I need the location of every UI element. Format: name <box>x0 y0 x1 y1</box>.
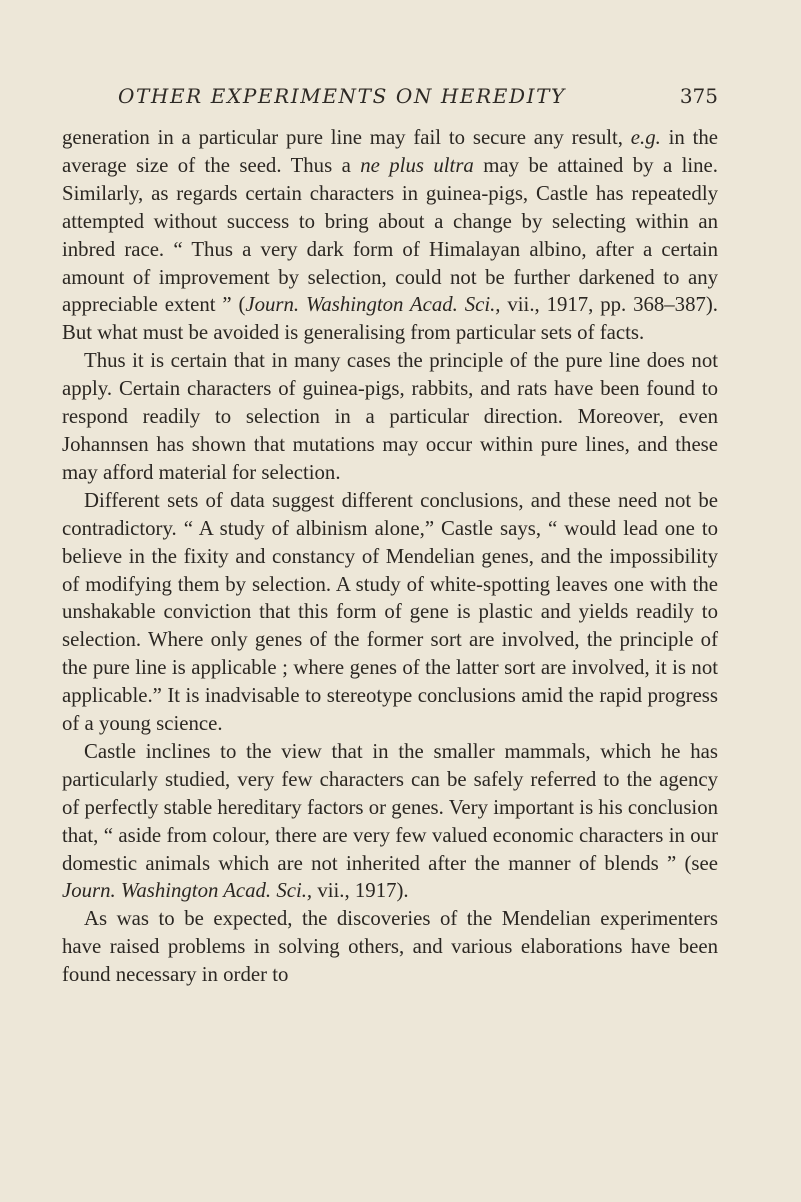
paragraph <box>62 905 718 989</box>
text-segment: may be attained by a line. Similarly, as regards certain characters in guinea-pigs, Castle has repeatedly attempted without success to bring about a change by selecting within an inbred race. “ Thus a very dark form of Himalayan albino, after a certain amount of improvement by selection, could not be further darkened to any appreciable extent ” ( <box>62 153 718 317</box>
text-segment: Different sets of data suggest different conclusions, and these need not be contradictory. “ A study of albinism alone,” Castle says, “ would lead one to believe in the fixity and constancy of Mendelian genes, and the impossibility of modifying them by selection. A study of white-spotting leaves one with the unshakable conviction that this form of gene is plastic and yields readily to selection. Where only genes of the former sort are involved, the principle of the pure line is applicable ; where genes of the latter sort are involved, it is not applicable.” It is inadvisable to stereotype conclusions amid the rapid progress of a young science. <box>62 488 718 736</box>
text-segment: Thus it is certain that in many cases the principle of the pure line does not apply. Certain characters of guinea-pigs, rabbits, and rats have been found to respond readily to selection in a particular direction. Moreover, even Johannsen has shown that mutations may occur within pure lines, and these may afford material for selection. <box>62 349 718 484</box>
text-segment: As was to be expected, the discoveries of the Mendelian experimenters have raised problems in solving others, and various elaborations have been found necessary in order to <box>62 907 718 987</box>
body-text <box>62 124 718 989</box>
italic-segment: Journ. Washington Acad. Sci., <box>245 293 501 317</box>
italic-segment: ne plus ultra <box>360 153 474 177</box>
paragraph <box>62 347 718 487</box>
text-segment: in the average size of the seed. Thus a <box>62 126 718 177</box>
running-head <box>118 84 718 114</box>
text-segment: vii., 1917, pp. 368–387). But what must be avoided is generalising from particular sets of facts. <box>62 293 718 345</box>
running-title: OTHER EXPERIMENTS ON HEREDITY <box>118 84 566 108</box>
page-number: 375 <box>679 84 718 108</box>
paragraph <box>62 124 718 347</box>
text-segment: generation in a particular pure line may fail to secure any result, <box>62 126 631 149</box>
text-segment: vii., 1917). <box>312 879 409 903</box>
italic-segment: Journ. Washington Acad. Sci., <box>62 879 313 903</box>
italic-segment: e.g. <box>630 126 661 149</box>
paragraph <box>62 738 718 905</box>
text-segment: Castle inclines to the view that in the smaller mammals, which he has particularly studied, very few characters can be safely referred to the agency of perfectly stable hereditary factors or genes. Very important is his conclusion that, “ aside from colour, there are very few valued economic characters in our domestic animals which are not inherited after the manner of blends ” (see <box>62 739 718 875</box>
paragraph <box>62 487 718 738</box>
